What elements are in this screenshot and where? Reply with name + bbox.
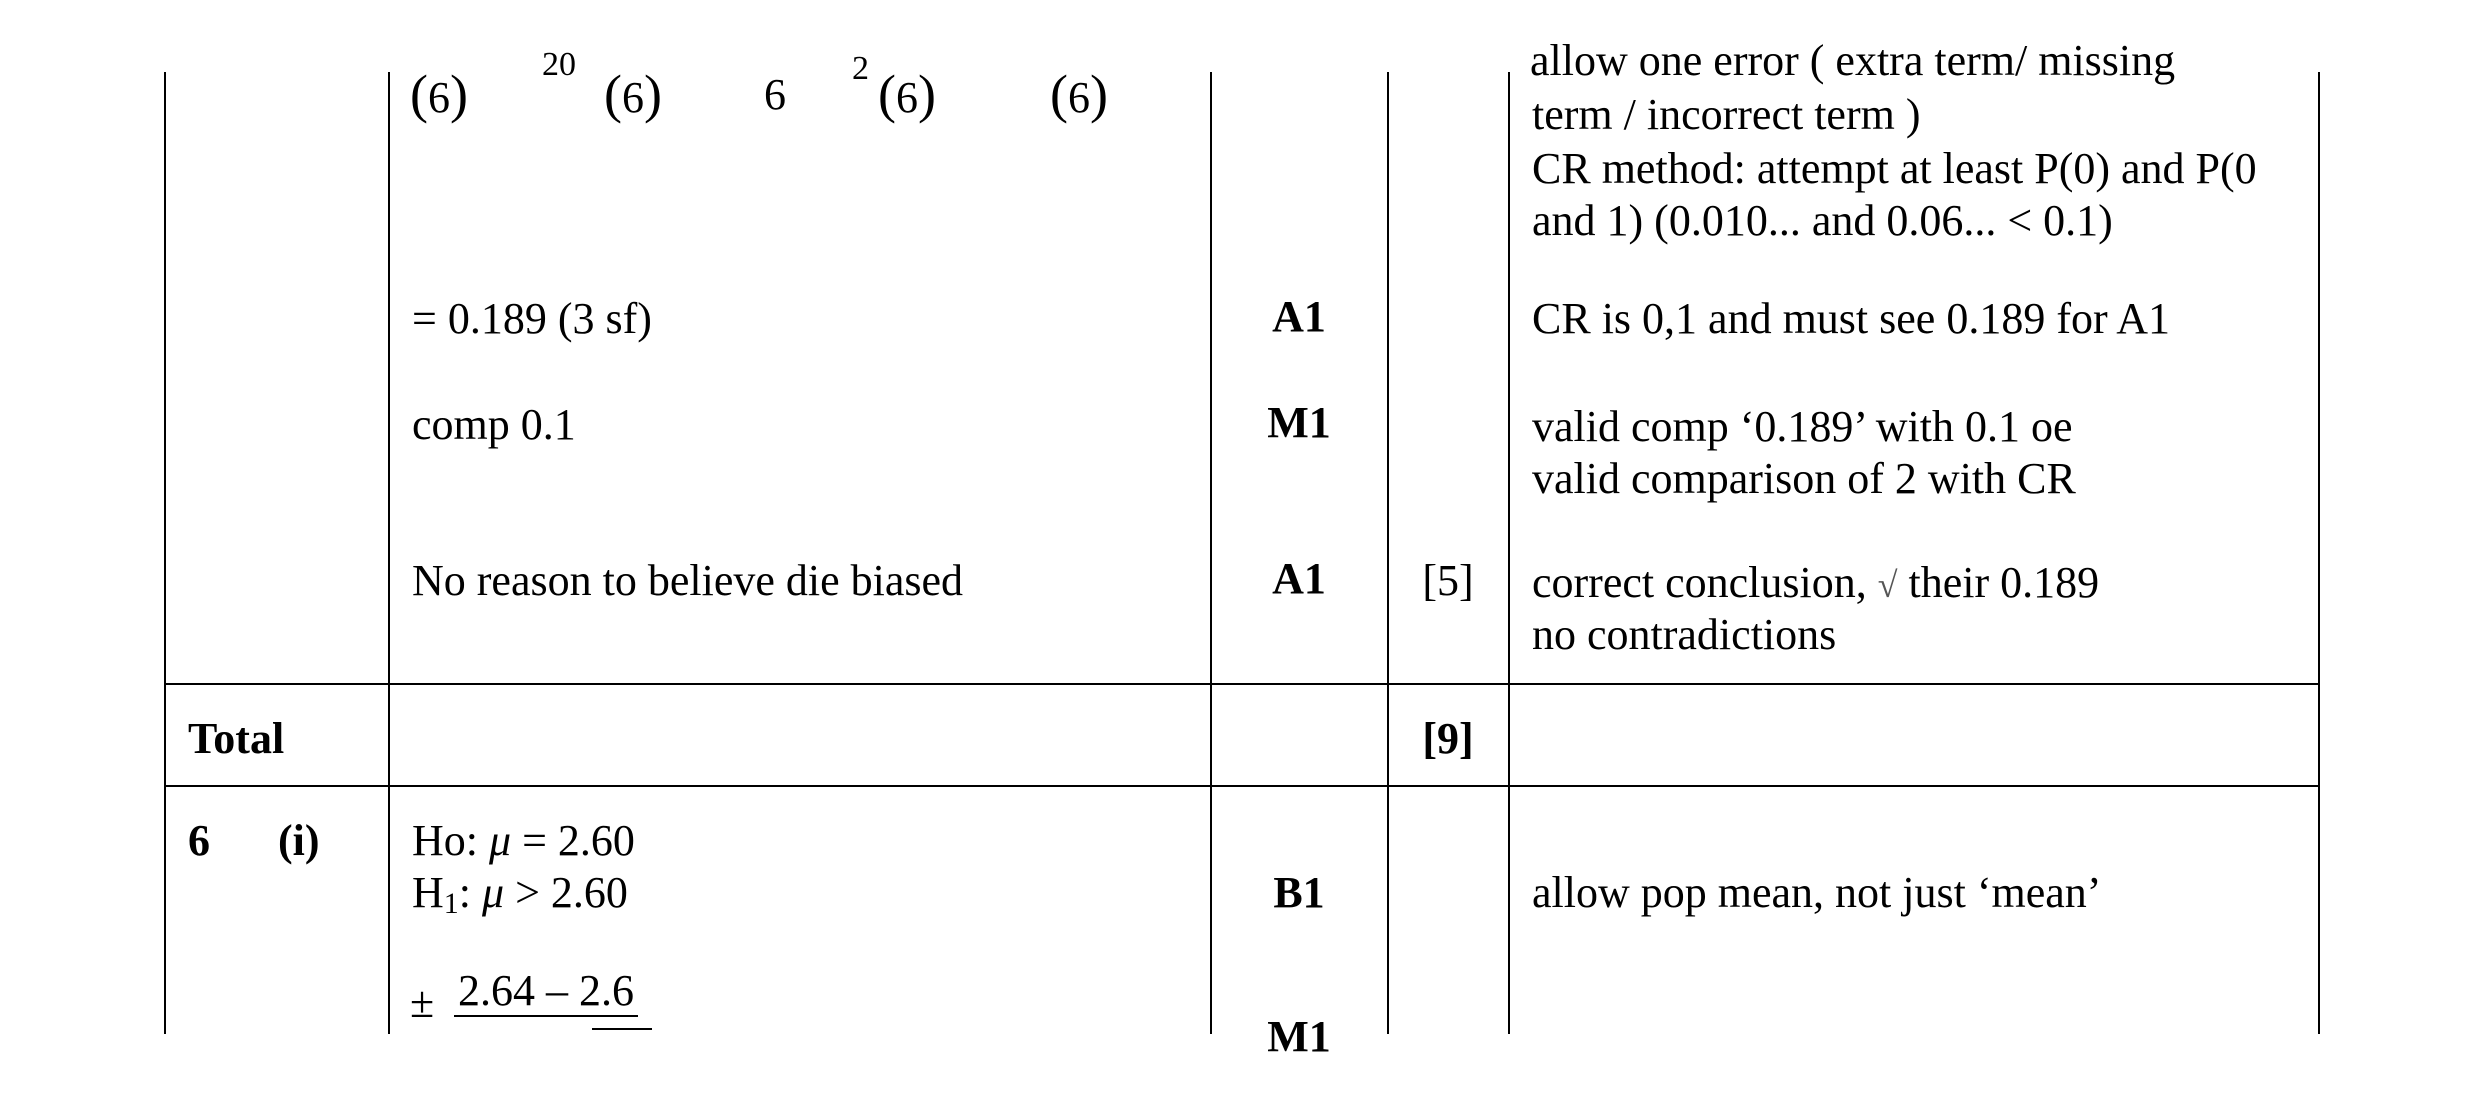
total-label: Total: [188, 714, 285, 763]
question-number: 6: [188, 816, 210, 865]
check-icon: √: [1877, 565, 1898, 605]
guidance-text: valid comp ‘0.189’ with 0.1 oe: [1532, 402, 2073, 451]
sqrt-bar: [592, 1028, 652, 1030]
guidance-text: correct conclusion, √ their 0.189: [1532, 558, 2100, 607]
guidance-text: valid comparison of 2 with CR: [1532, 454, 2076, 503]
guidance-text: CR is 0,1 and must see 0.189 for A1: [1532, 294, 2170, 343]
mark-label: B1: [1273, 868, 1325, 917]
column-divider-marks: [1387, 72, 1389, 1034]
table-border-left: [164, 72, 166, 1034]
guidance-text: no contradictions: [1532, 610, 1837, 659]
formula-row-clipped: (6) 20 (6) 6 2 (6) (6): [410, 46, 1108, 124]
row-divider-total-bottom: [164, 785, 2320, 787]
guidance-text: term / incorrect term ): [1532, 90, 1921, 139]
mark-clipped: M1: [1267, 1012, 1331, 1061]
hypothesis-alternative: $H_1$: μ > 2.60: [412, 868, 628, 920]
plus-minus: ±: [410, 978, 435, 1027]
mark-label: M1: [1267, 398, 1331, 447]
mark-label: A1: [1272, 292, 1326, 341]
formula-term: 6: [895, 73, 918, 122]
formula-coefficient: 20: [542, 46, 576, 83]
guidance-text: and 1) (0.010... and 0.06... < 0.1): [1532, 196, 2113, 245]
formula-term: 6: [764, 70, 786, 119]
column-divider-question: [388, 72, 390, 1034]
mark-label: A1: [1272, 554, 1326, 603]
formula-exponent: 2: [852, 50, 869, 87]
question-part: (i): [278, 816, 320, 865]
answer-text: = 0.189 (3 sf): [412, 294, 652, 343]
total-marks: [9]: [1422, 714, 1474, 763]
hypothesis-null: Ho: μ = 2.60: [412, 816, 635, 865]
answer-text: No reason to believe die biased: [412, 556, 964, 605]
answer-text: comp 0.1: [412, 400, 576, 449]
formula-term: 6: [1067, 73, 1090, 122]
test-statistic-clipped: [392, 960, 1208, 1034]
part-total-marks: [5]: [1422, 556, 1474, 605]
guidance-text: allow pop mean, not just ‘mean’: [1532, 868, 2102, 917]
guidance-clipped-line: allow one error ( extra term/ missing: [1530, 36, 2176, 85]
column-divider-total: [1508, 72, 1510, 1034]
guidance-text: CR method: attempt at least P(0) and P(0: [1532, 144, 2257, 193]
table-border-right: [2318, 72, 2320, 1034]
fraction-numerator: 2.64 – 2.6: [454, 966, 638, 1017]
formula-term: 6: [427, 73, 450, 122]
formula-term: 6: [621, 73, 644, 122]
row-divider-total-top: [164, 683, 2320, 685]
